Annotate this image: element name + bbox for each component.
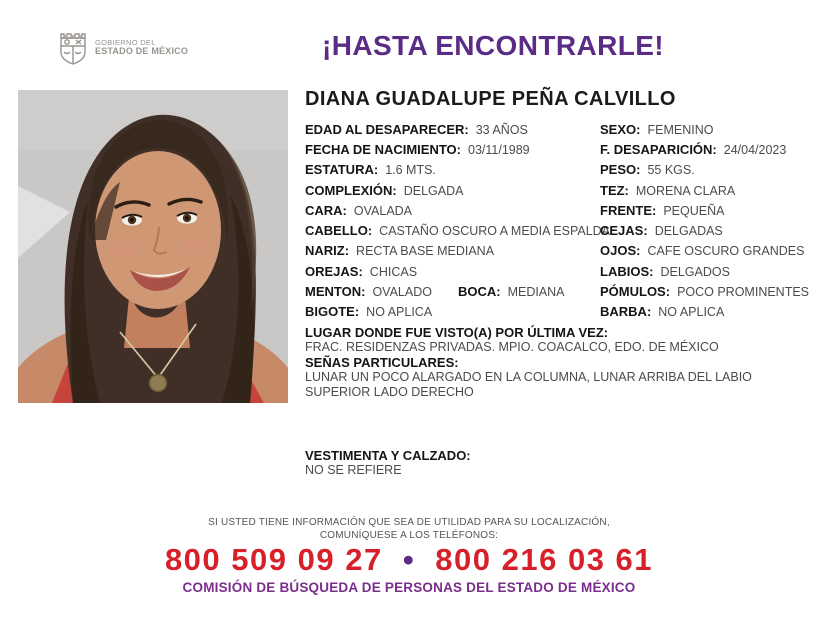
- logo-text: [95, 39, 188, 56]
- detail-value: OVALADO: [372, 285, 432, 300]
- detail-value: PEQUEÑA: [663, 203, 725, 218]
- detail-value: 24/04/2023: [723, 142, 787, 157]
- detail-label: OREJAS:: [305, 263, 363, 279]
- detail-label: EDAD AL DESAPARECER:: [305, 121, 469, 137]
- detail-pair: [600, 203, 724, 218]
- detail-label: MENTON:: [305, 284, 366, 300]
- detail-pair: [600, 183, 735, 198]
- edomex-shield-icon: [58, 30, 88, 66]
- phone-numbers: [0, 542, 818, 578]
- commission-name: COMISIÓN DE BÚSQUEDA DE PERSONAS DEL ESTADO DE MÉXICO: [182, 580, 636, 595]
- detail-row: [305, 220, 611, 240]
- detail-label: FECHA DE NACIMIENTO:: [305, 141, 461, 157]
- detail-row: [600, 302, 811, 322]
- detail-row: [600, 200, 811, 220]
- detail-label: COMPLEXIÓN:: [305, 182, 397, 198]
- detail-label: BARBA:: [600, 304, 652, 320]
- detail-row: [305, 139, 600, 159]
- detail-value: DELGADA: [403, 183, 464, 198]
- detail-pair: [600, 264, 730, 279]
- contact-instructions-line2: COMUNÍQUESE A LOS TELÉFONOS:: [319, 530, 499, 541]
- contact-instructions: [0, 516, 818, 542]
- phone-number-1: 800 509 09 27: [164, 542, 383, 577]
- detail-row: [600, 220, 811, 240]
- detail-pair: [600, 243, 804, 258]
- last-seen-label: LUGAR DONDE FUE VISTO(A) POR ÚLTIMA VEZ:: [305, 325, 609, 340]
- detail-label: BIGOTE:: [305, 304, 360, 320]
- clothing-value: NO SE REFIERE: [305, 463, 402, 477]
- detail-row: [305, 281, 600, 301]
- detail-value: 03/11/1989: [468, 142, 530, 157]
- detail-row: [305, 200, 600, 220]
- detail-pair: [600, 223, 723, 238]
- detail-row: [600, 281, 811, 301]
- detail-value: CASTAÑO OSCURO A MEDIA ESPALDA: [379, 224, 611, 239]
- detail-value: DELGADOS: [660, 264, 730, 279]
- detail-row: [305, 180, 600, 200]
- detail-value: RECTA BASE MEDIANA: [356, 244, 495, 259]
- detail-label: BOCA:: [457, 284, 501, 300]
- detail-value: MORENA CLARA: [635, 183, 736, 198]
- detail-value: NO APLICA: [366, 305, 433, 320]
- detail-pair: [600, 284, 809, 299]
- detail-pair: [305, 243, 494, 258]
- detail-pair: [305, 183, 463, 198]
- details-left-column: [305, 119, 611, 322]
- clothing-label: VESTIMENTA Y CALZADO:: [305, 448, 471, 463]
- detail-label: CEJAS:: [600, 223, 648, 239]
- detail-label: OJOS:: [600, 243, 641, 259]
- detail-pair: [458, 284, 565, 299]
- detail-row: [600, 241, 811, 261]
- detail-row: [305, 119, 600, 139]
- detail-row: [600, 139, 811, 159]
- detail-label: F. DESAPARICIÓN:: [600, 141, 717, 157]
- detail-row: [600, 160, 811, 180]
- detail-value: FEMENINO: [647, 122, 714, 137]
- logo-line2: ESTADO DE MÉXICO: [95, 46, 189, 57]
- detail-label: FRENTE:: [600, 202, 657, 218]
- detail-pair: [600, 304, 724, 319]
- poster-title: ¡HASTA ENCONTRARLE!: [322, 30, 665, 61]
- last-seen-value: FRAC. RESIDENZAS PRIVADAS. MPIO. COACALCO, EDO. DE MÉXICO: [305, 340, 719, 354]
- detail-value: POCO PROMINENTES: [677, 285, 810, 300]
- detail-value: CHICAS: [369, 264, 418, 279]
- logo-line1: GOBIERNO DEL: [95, 38, 156, 48]
- detail-pair: [600, 142, 786, 157]
- detail-pair: [600, 162, 695, 177]
- clothing-block: [305, 448, 805, 478]
- detail-value: OVALADA: [353, 203, 413, 218]
- detail-row: [600, 180, 811, 200]
- detail-row: [600, 119, 811, 139]
- detail-value: DELGADAS: [654, 224, 723, 239]
- person-photo: [18, 90, 288, 403]
- detail-label: ESTATURA:: [305, 162, 379, 178]
- detail-label: PESO:: [600, 162, 641, 178]
- detail-label: CARA:: [305, 202, 347, 218]
- gobierno-edomex-logo: [58, 30, 188, 66]
- detail-label: CABELLO:: [305, 223, 373, 239]
- detail-label: NARIZ:: [305, 243, 350, 259]
- detail-value: CAFE OSCURO GRANDES: [647, 244, 805, 259]
- detail-label: PÓMULOS:: [600, 284, 671, 300]
- detail-pair: [305, 142, 530, 157]
- detail-row: [305, 241, 600, 261]
- detail-row: [305, 160, 600, 180]
- detail-value: 33 AÑOS: [475, 122, 528, 137]
- phone-separator-dot: •: [402, 542, 416, 577]
- detail-value: MEDIANA: [507, 285, 565, 300]
- detail-value: 1.6 MTS.: [385, 163, 436, 178]
- detail-label: TEZ:: [600, 182, 629, 198]
- contact-instructions-line1: SI USTED TIENE INFORMACIÓN QUE SEA DE UTILIDAD PARA SU LOCALIZACIÓN,: [208, 517, 610, 528]
- detail-pair: [305, 304, 432, 319]
- detail-row: [305, 261, 600, 281]
- detail-pair: [305, 162, 436, 177]
- person-details-section: [305, 88, 811, 477]
- detail-pair: [305, 203, 412, 218]
- detail-pair: [600, 122, 713, 137]
- detail-row: [600, 261, 811, 281]
- detail-row: [305, 302, 600, 322]
- person-name: DIANA GUADALUPE PEÑA CALVILLO: [305, 88, 676, 110]
- last-seen-block: [305, 325, 805, 400]
- detail-pair: [305, 122, 528, 137]
- detail-label: SEXO:: [600, 121, 641, 137]
- marks-label: SEÑAS PARTICULARES:: [305, 355, 459, 370]
- marks-value: LUNAR UN POCO ALARGADO EN LA COLUMNA, LUNAR ARRIBA DEL LABIO SUPERIOR LADO DERECHO: [305, 370, 752, 399]
- detail-pair: [305, 264, 417, 279]
- phone-number-2: 800 216 03 61: [435, 542, 654, 577]
- detail-value: NO APLICA: [658, 305, 725, 320]
- detail-pair: [305, 223, 610, 238]
- detail-label: LABIOS:: [600, 263, 654, 279]
- details-grid: [305, 119, 811, 322]
- detail-pair: [305, 284, 432, 299]
- details-right-column: [600, 119, 811, 322]
- detail-value: 55 KGS.: [647, 163, 695, 178]
